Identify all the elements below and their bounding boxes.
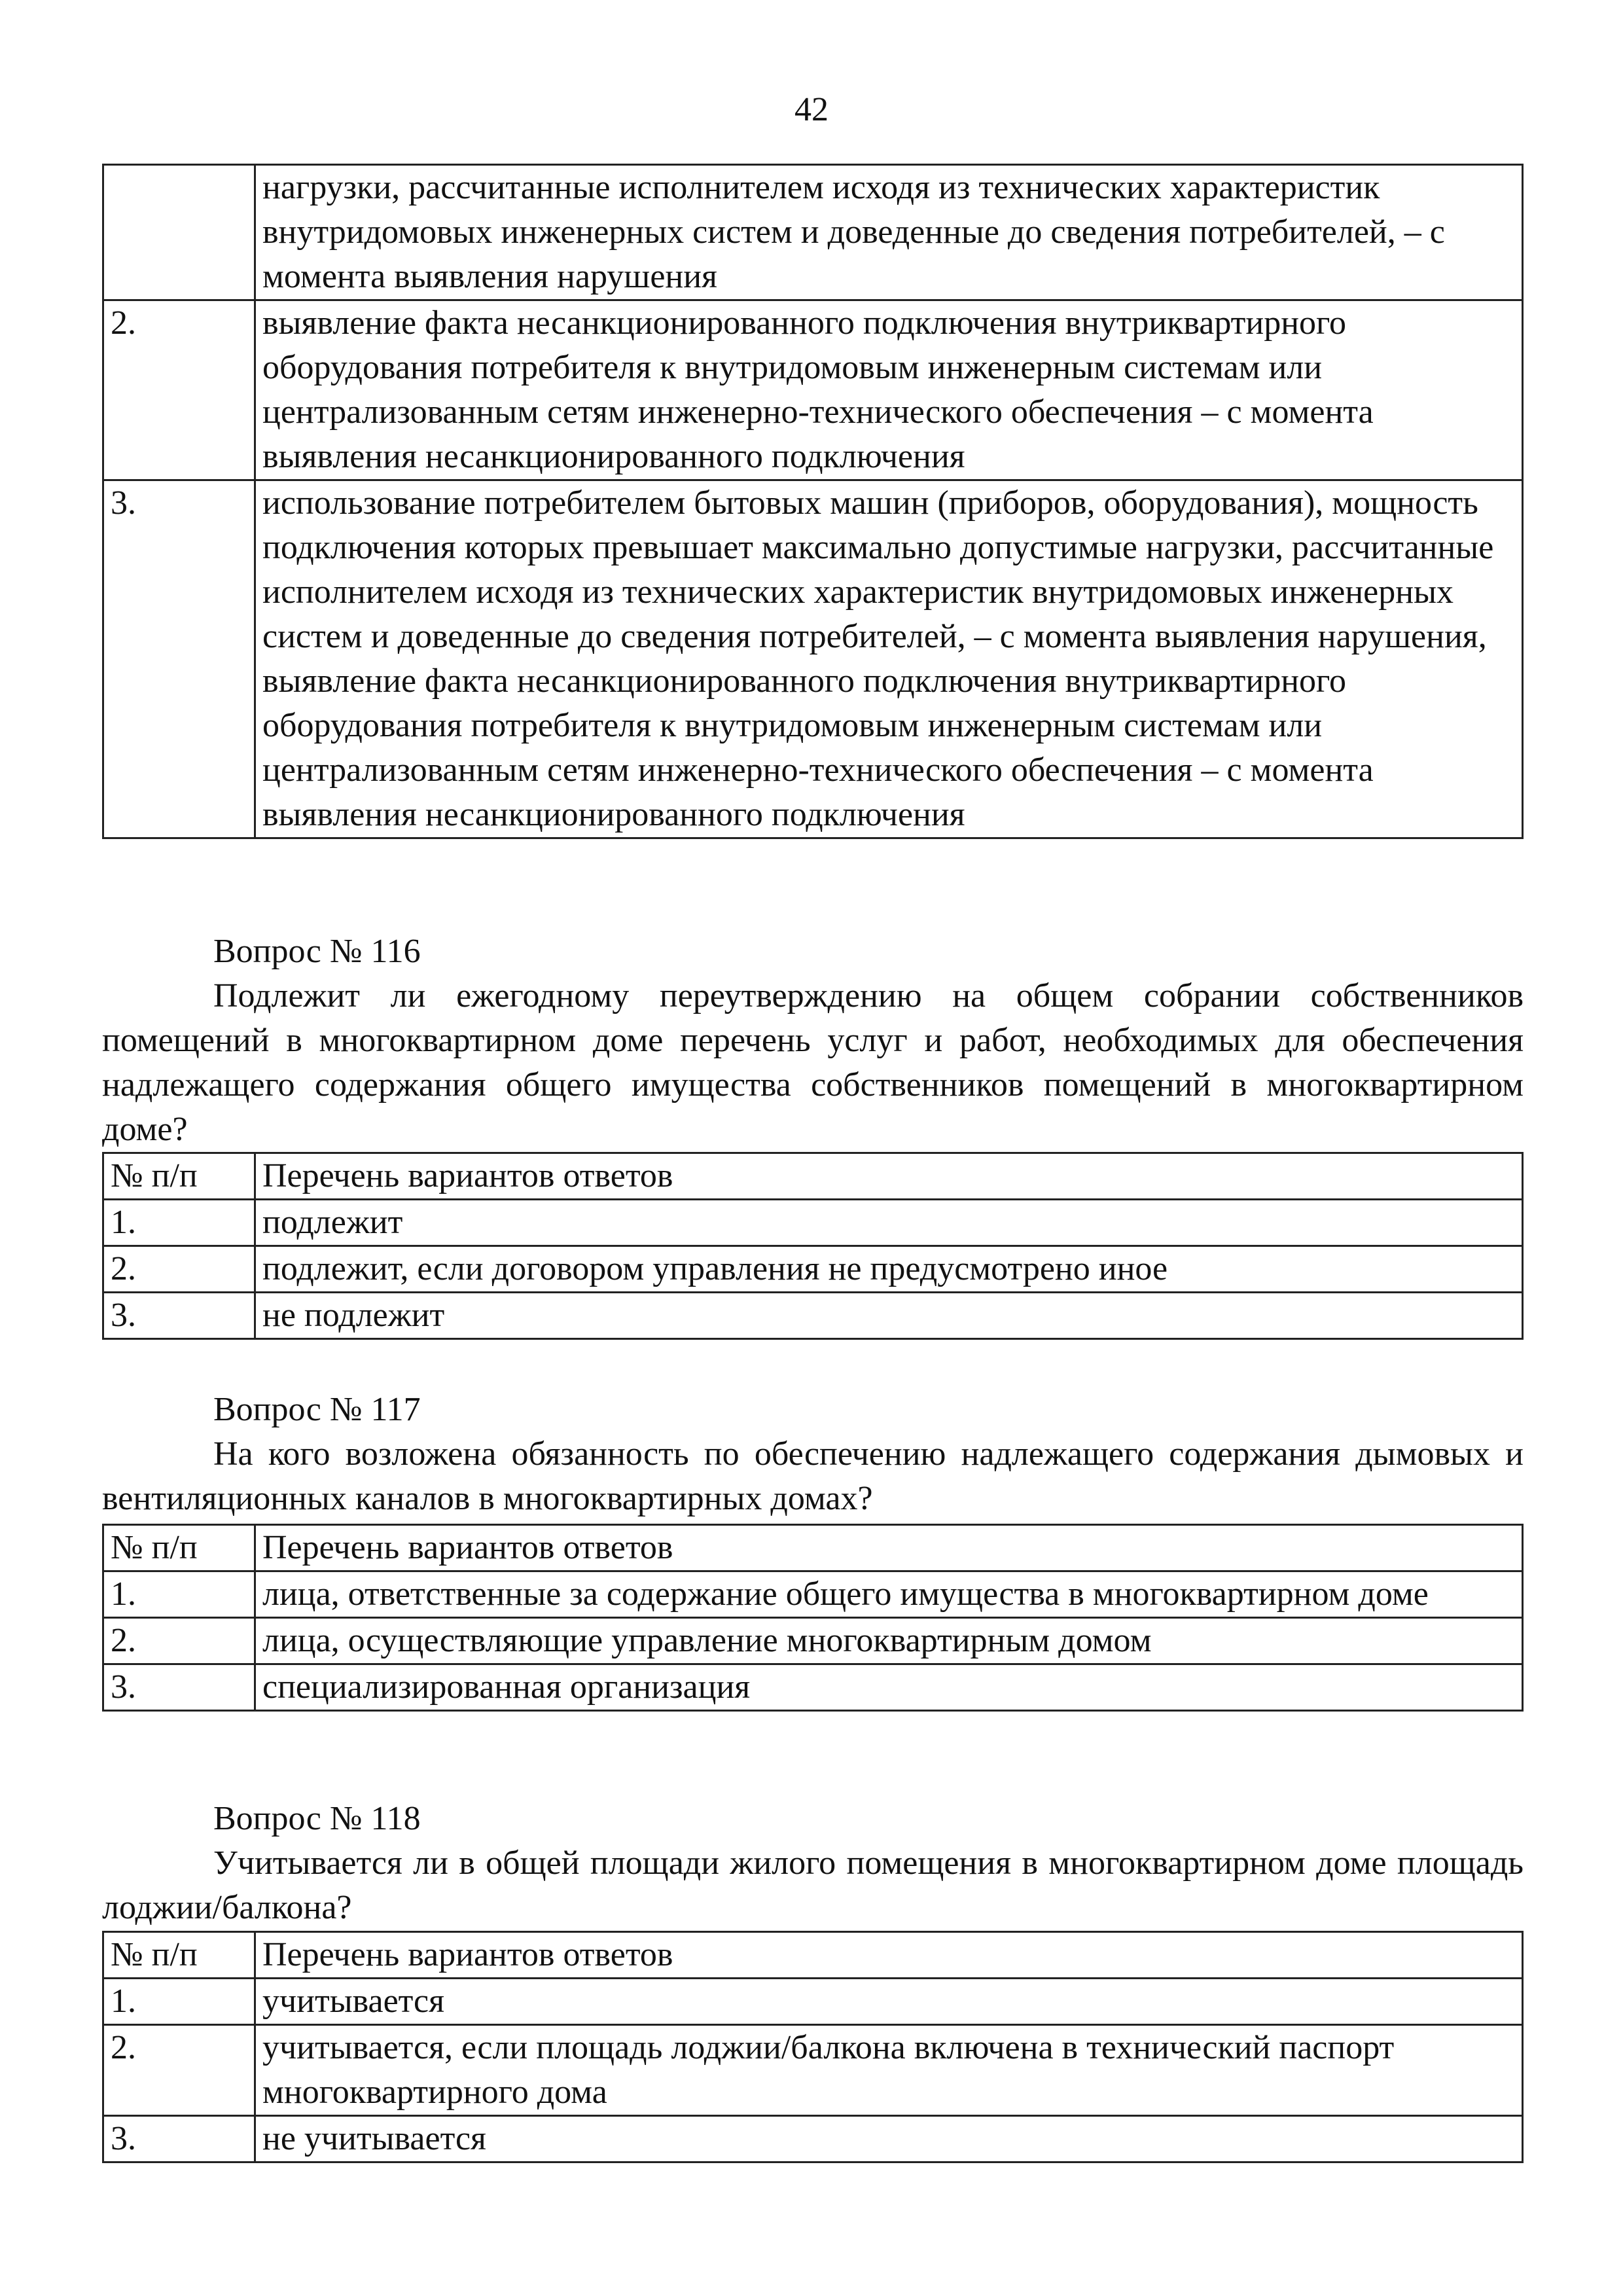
table-row	[103, 1664, 1523, 1711]
row-text: специализированная организация	[255, 1664, 1523, 1711]
row-number: 3.	[103, 2116, 255, 2162]
answer-table-118	[102, 1931, 1524, 2163]
row-number: 2.	[103, 2025, 255, 2116]
table-row	[103, 165, 1523, 300]
table-row	[103, 1200, 1523, 1246]
table-row	[103, 1246, 1523, 1293]
row-number: 3.	[103, 480, 255, 838]
question-text: Учитывается ли в общей площади жилого помещения в многоквартирном доме площадь лоджии/балкона?	[102, 1844, 1524, 1926]
table-row	[103, 2025, 1523, 2116]
table-row	[103, 1979, 1523, 2025]
row-number: 1.	[103, 1571, 255, 1618]
table-header-row	[103, 1932, 1523, 1979]
row-number: 2.	[103, 1618, 255, 1664]
row-text: учитывается, если площадь лоджии/балкона включена в технический паспорт многоквартирного дома	[255, 2025, 1523, 2116]
header-text: Перечень вариантов ответов	[255, 1932, 1523, 1979]
row-text: использование потребителем бытовых машин (приборов, оборудования), мощность подключения которых превышает максимально допустимые нагрузки, рассчитанные исполнителем исходя из технических характеристик внутридомовых инженерных систем и доведенные до сведения потребителей, – с момента выявления нарушения, выявление факта несанкционированного подключения внутриквартирного оборудования потребителя к внутридомовым инженерным системам или централизованным сетям инженерно-технического обеспечения – с момента выявления несанкционированного подключения	[255, 480, 1523, 838]
continued-answer-table	[102, 164, 1524, 839]
table-row	[103, 480, 1523, 838]
row-number: 2.	[103, 1246, 255, 1293]
row-text: не учитывается	[255, 2116, 1523, 2162]
row-text: нагрузки, рассчитанные исполнителем исходя из технических характеристик внутридомовых инженерных систем и доведенные до сведения потребителей, – с момента выявления нарушения	[255, 165, 1523, 300]
table-row	[103, 1293, 1523, 1339]
question-text: Подлежит ли ежегодному переутверждению на общем собрании собственников помещений в многоквартирном доме перечень услуг и работ, необходимых для обеспечения надлежащего содержания общего имущества собственников помещений в многоквартирном доме?	[102, 977, 1524, 1148]
row-text: лица, осуществляющие управление многоквартирным домом	[255, 1618, 1523, 1664]
table-row	[103, 1571, 1523, 1618]
row-number	[103, 165, 255, 300]
row-number: 1.	[103, 1200, 255, 1246]
answer-table-116	[102, 1152, 1524, 1340]
row-text: учитывается	[255, 1979, 1523, 2025]
page-number: 42	[794, 91, 829, 128]
table-row	[103, 2116, 1523, 2162]
header-number: № п/п	[103, 1932, 255, 1979]
header-number: № п/п	[103, 1525, 255, 1571]
table-row	[103, 300, 1523, 480]
row-text: подлежит, если договором управления не предусмотрено иное	[255, 1246, 1523, 1293]
row-number: 3.	[103, 1664, 255, 1711]
row-number: 1.	[103, 1979, 255, 2025]
answer-table-117	[102, 1524, 1524, 1712]
row-number: 2.	[103, 300, 255, 480]
table-row	[103, 1618, 1523, 1664]
question-title: Вопрос № 117	[213, 1391, 421, 1428]
row-text: не подлежит	[255, 1293, 1523, 1339]
header-text: Перечень вариантов ответов	[255, 1153, 1523, 1200]
question-title: Вопрос № 118	[213, 1800, 421, 1837]
question-116	[102, 929, 1524, 1152]
table-header-row	[103, 1153, 1523, 1200]
question-title: Вопрос № 116	[213, 933, 421, 970]
row-text: выявление факта несанкционированного подключения внутриквартирного оборудования потребителя к внутридомовым инженерным системам или централизованным сетям инженерно-технического обеспечения – с момента выявления несанкционированного подключения	[255, 300, 1523, 480]
header-text: Перечень вариантов ответов	[255, 1525, 1523, 1571]
question-118	[102, 1797, 1524, 1930]
question-117	[102, 1388, 1524, 1521]
row-number: 3.	[103, 1293, 255, 1339]
table-header-row	[103, 1525, 1523, 1571]
question-text: На кого возложена обязанность по обеспечению надлежащего содержания дымовых и вентиляционных каналов в многоквартирных домах?	[102, 1435, 1524, 1517]
row-text: лица, ответственные за содержание общего имущества в многоквартирном доме	[255, 1571, 1523, 1618]
row-text: подлежит	[255, 1200, 1523, 1246]
header-number: № п/п	[103, 1153, 255, 1200]
